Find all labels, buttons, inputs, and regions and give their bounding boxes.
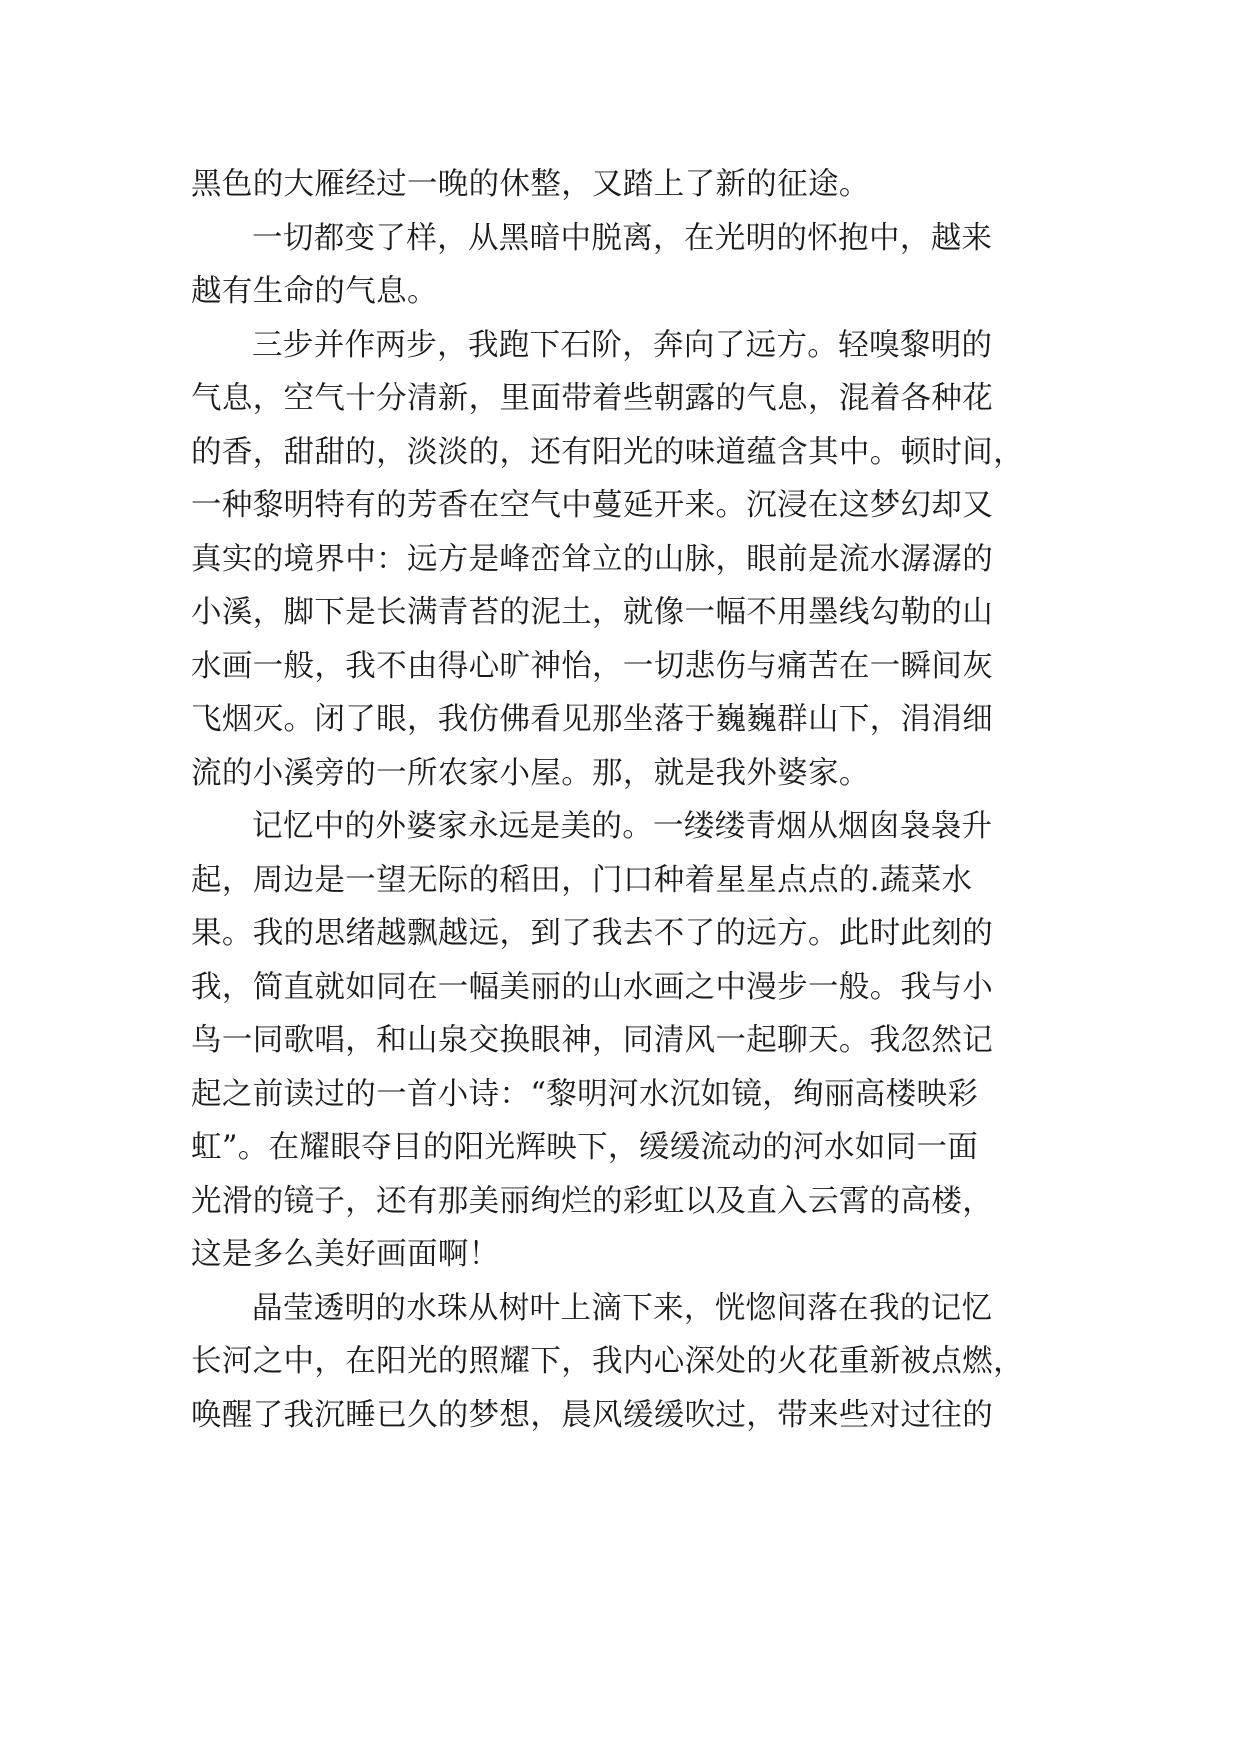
text-line: 飞烟灭。闭了眼，我仿佛看见那坐落于巍巍群山下，涓涓细 xyxy=(191,702,994,737)
text-line: 晶莹透明的水珠从树叶上滴下来，恍惚间落在我的记忆 xyxy=(252,1290,993,1326)
text-line: 流的小溪旁的一所农家小屋。那，就是我外婆家。 xyxy=(191,755,870,791)
text-line: 唤醒了我沉睡已久的梦想，晨风缓缓吹过，带来些对过往的 xyxy=(191,1397,994,1433)
text-line: 气息，空气十分清新，里面带着些朝露的气息，混着各种花 xyxy=(191,381,994,416)
text-line: 这是多么美好画面啊！ xyxy=(191,1237,500,1272)
text-line: 果。我的思绪越飘越远，到了我去不了的远方。此时此刻的 xyxy=(191,916,994,951)
text-line: 三步并作两步，我跑下石阶，奔向了远方。轻嗅黎明的 xyxy=(252,327,993,363)
text-line: 水画一般，我不由得心旷神怡，一切悲伤与痛苦在一瞬间灰 xyxy=(191,648,994,684)
text-line: 黑色的大雁经过一晚的休整，又踏上了新的征途。 xyxy=(191,167,870,202)
text-line: 鸟一同歌唱，和山泉交换眼神，同清风一起聊天。我忽然记 xyxy=(191,1023,994,1058)
text-line: 虹”。在耀眼夺目的阳光辉映下，缓缓流动的河水如同一面 xyxy=(191,1130,979,1165)
text-line: 记忆中的外婆家永远是美的。一缕缕青烟从烟囱袅袅升 xyxy=(252,809,993,844)
text-line: 的香，甜甜的，淡淡的，还有阳光的味道蕴含其中。顿时间， xyxy=(191,434,1024,470)
text-line: 小溪，脚下是长满青苔的泥土，就像一幅不用墨线勾勒的山 xyxy=(191,595,994,630)
text-line: 越有生命的气息。 xyxy=(191,274,438,309)
text-line: 真实的境界中：远方是峰峦耸立的山脉，眼前是流水潺潺的 xyxy=(191,541,994,577)
text-line: 起，周边是一望无际的稻田，门口种着星星点点的.蔬菜水 xyxy=(191,862,973,898)
text-line: 一切都变了样，从黑暗中脱离，在光明的怀抱中，越来 xyxy=(252,220,993,256)
text-line: 光滑的镜子，还有那美丽绚烂的彩虹以及直入云霄的高楼， xyxy=(191,1183,994,1219)
text-line: 我，简直就如同在一幅美丽的山水画之中漫步一般。我与小 xyxy=(191,969,994,1005)
text-line: 长河之中，在阳光的照耀下，我内心深处的火花重新被点燃， xyxy=(191,1344,1024,1379)
text-line: 起之前读过的一首小诗：“黎明河水沉如镜，绚丽高楼映彩 xyxy=(191,1076,979,1112)
text-line: 一种黎明特有的芳香在空气中蔓延开来。沉浸在这梦幻却又 xyxy=(191,488,994,523)
document-body xyxy=(191,158,1051,1442)
